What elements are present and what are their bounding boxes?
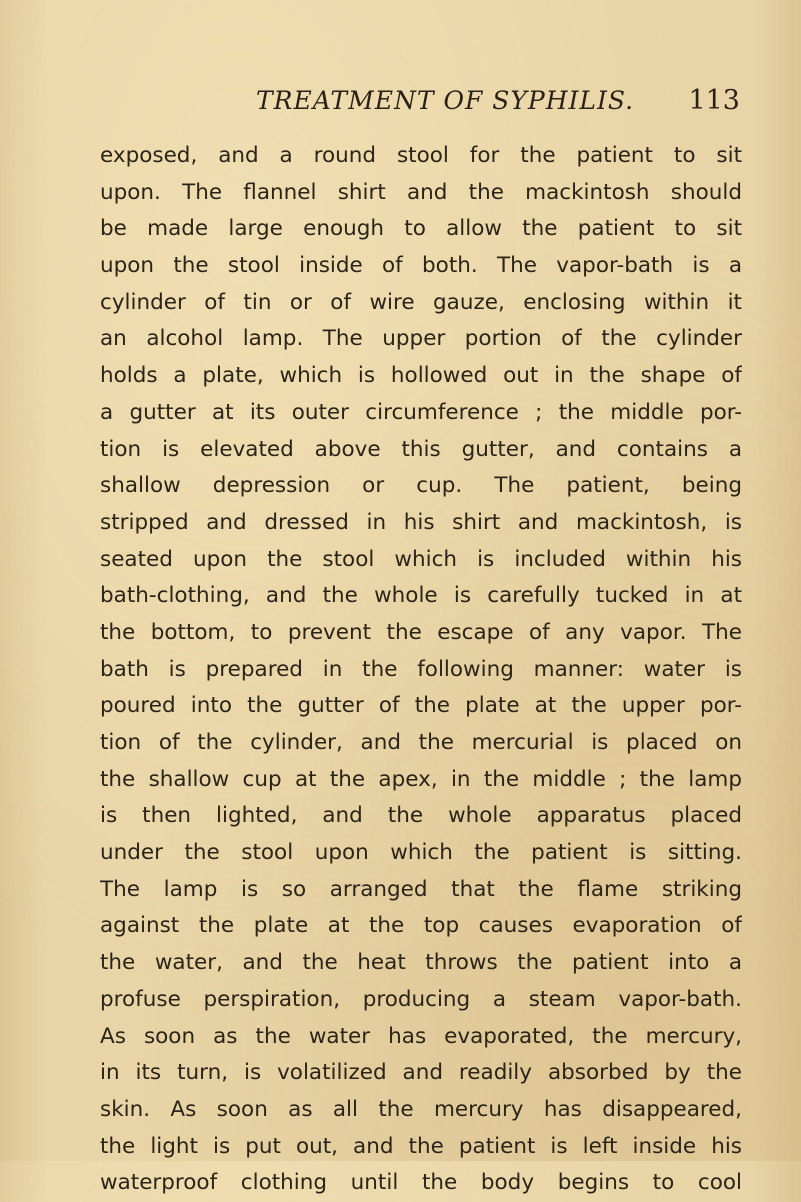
text-line: an alcohol lamp. The upper portion of the cylinder: [100, 326, 742, 352]
text-line: cylinder of tin or of wire gauze, enclosing within it: [100, 289, 742, 315]
text-line: exposed, and a round stool for the patient to sit: [100, 143, 742, 168]
text-line: waterproof clothing until the body begins to cool: [100, 1170, 742, 1196]
text-line: against the plate at the top causes evaporation of: [100, 913, 742, 939]
text-line: tion of the cylinder, and the mercurial is placed on: [100, 730, 742, 755]
text-line: tion is elevated above this gutter, and contains a: [100, 436, 742, 462]
text-line: seated upon the stool which is included within his: [100, 546, 742, 572]
running-head: [100, 86, 740, 126]
body-text: [100, 138, 742, 1202]
text-line: upon. The flannel shirt and the mackintosh should: [100, 179, 742, 205]
text-line: in its turn, is volatilized and readily absorbed by the: [100, 1060, 742, 1086]
text-line: the water, and the heat throws the patient into a: [100, 950, 742, 976]
text-line: The lamp is so arranged that the flame striking: [100, 876, 742, 902]
page-number: 113: [688, 85, 740, 116]
text-line: is then lighted, and the whole apparatus placed: [100, 803, 742, 829]
text-line: poured into the gutter of the plate at the upper por-: [100, 693, 742, 719]
text-line: under the stool upon which the patient is sitting.: [100, 840, 742, 866]
text-line: be made large enough to allow the patient to sit: [100, 216, 742, 242]
running-title: TREATMENT OF SYPHILIS.: [256, 86, 635, 115]
text-line: holds a plate, which is hollowed out in the shape of: [100, 363, 742, 389]
text-line: upon the stool inside of both. The vapor-bath is a: [100, 253, 742, 279]
text-line: the bottom, to prevent the escape of any vapor. The: [100, 619, 742, 645]
text-line: skin. As soon as all the mercury has disappeared,: [100, 1096, 742, 1122]
text-line: bath-clothing, and the whole is carefully tucked in at: [100, 583, 742, 609]
text-line: shallow depression or cup. The patient, being: [100, 473, 742, 499]
text-line: a gutter at its outer circumference ; the middle por-: [100, 399, 742, 425]
text-line: the shallow cup at the apex, in the middle ; the lamp: [100, 766, 742, 792]
text-line: bath is prepared in the following manner: water is: [100, 656, 742, 682]
text-line: stripped and dressed in his shirt and mackintosh, is: [100, 509, 742, 535]
text-line: the light is put out, and the patient is left inside his: [100, 1133, 742, 1159]
text-line: profuse perspiration, producing a steam vapor-bath.: [100, 986, 742, 1012]
text-line: As soon as the water has evaporated, the mercury,: [100, 1023, 742, 1049]
